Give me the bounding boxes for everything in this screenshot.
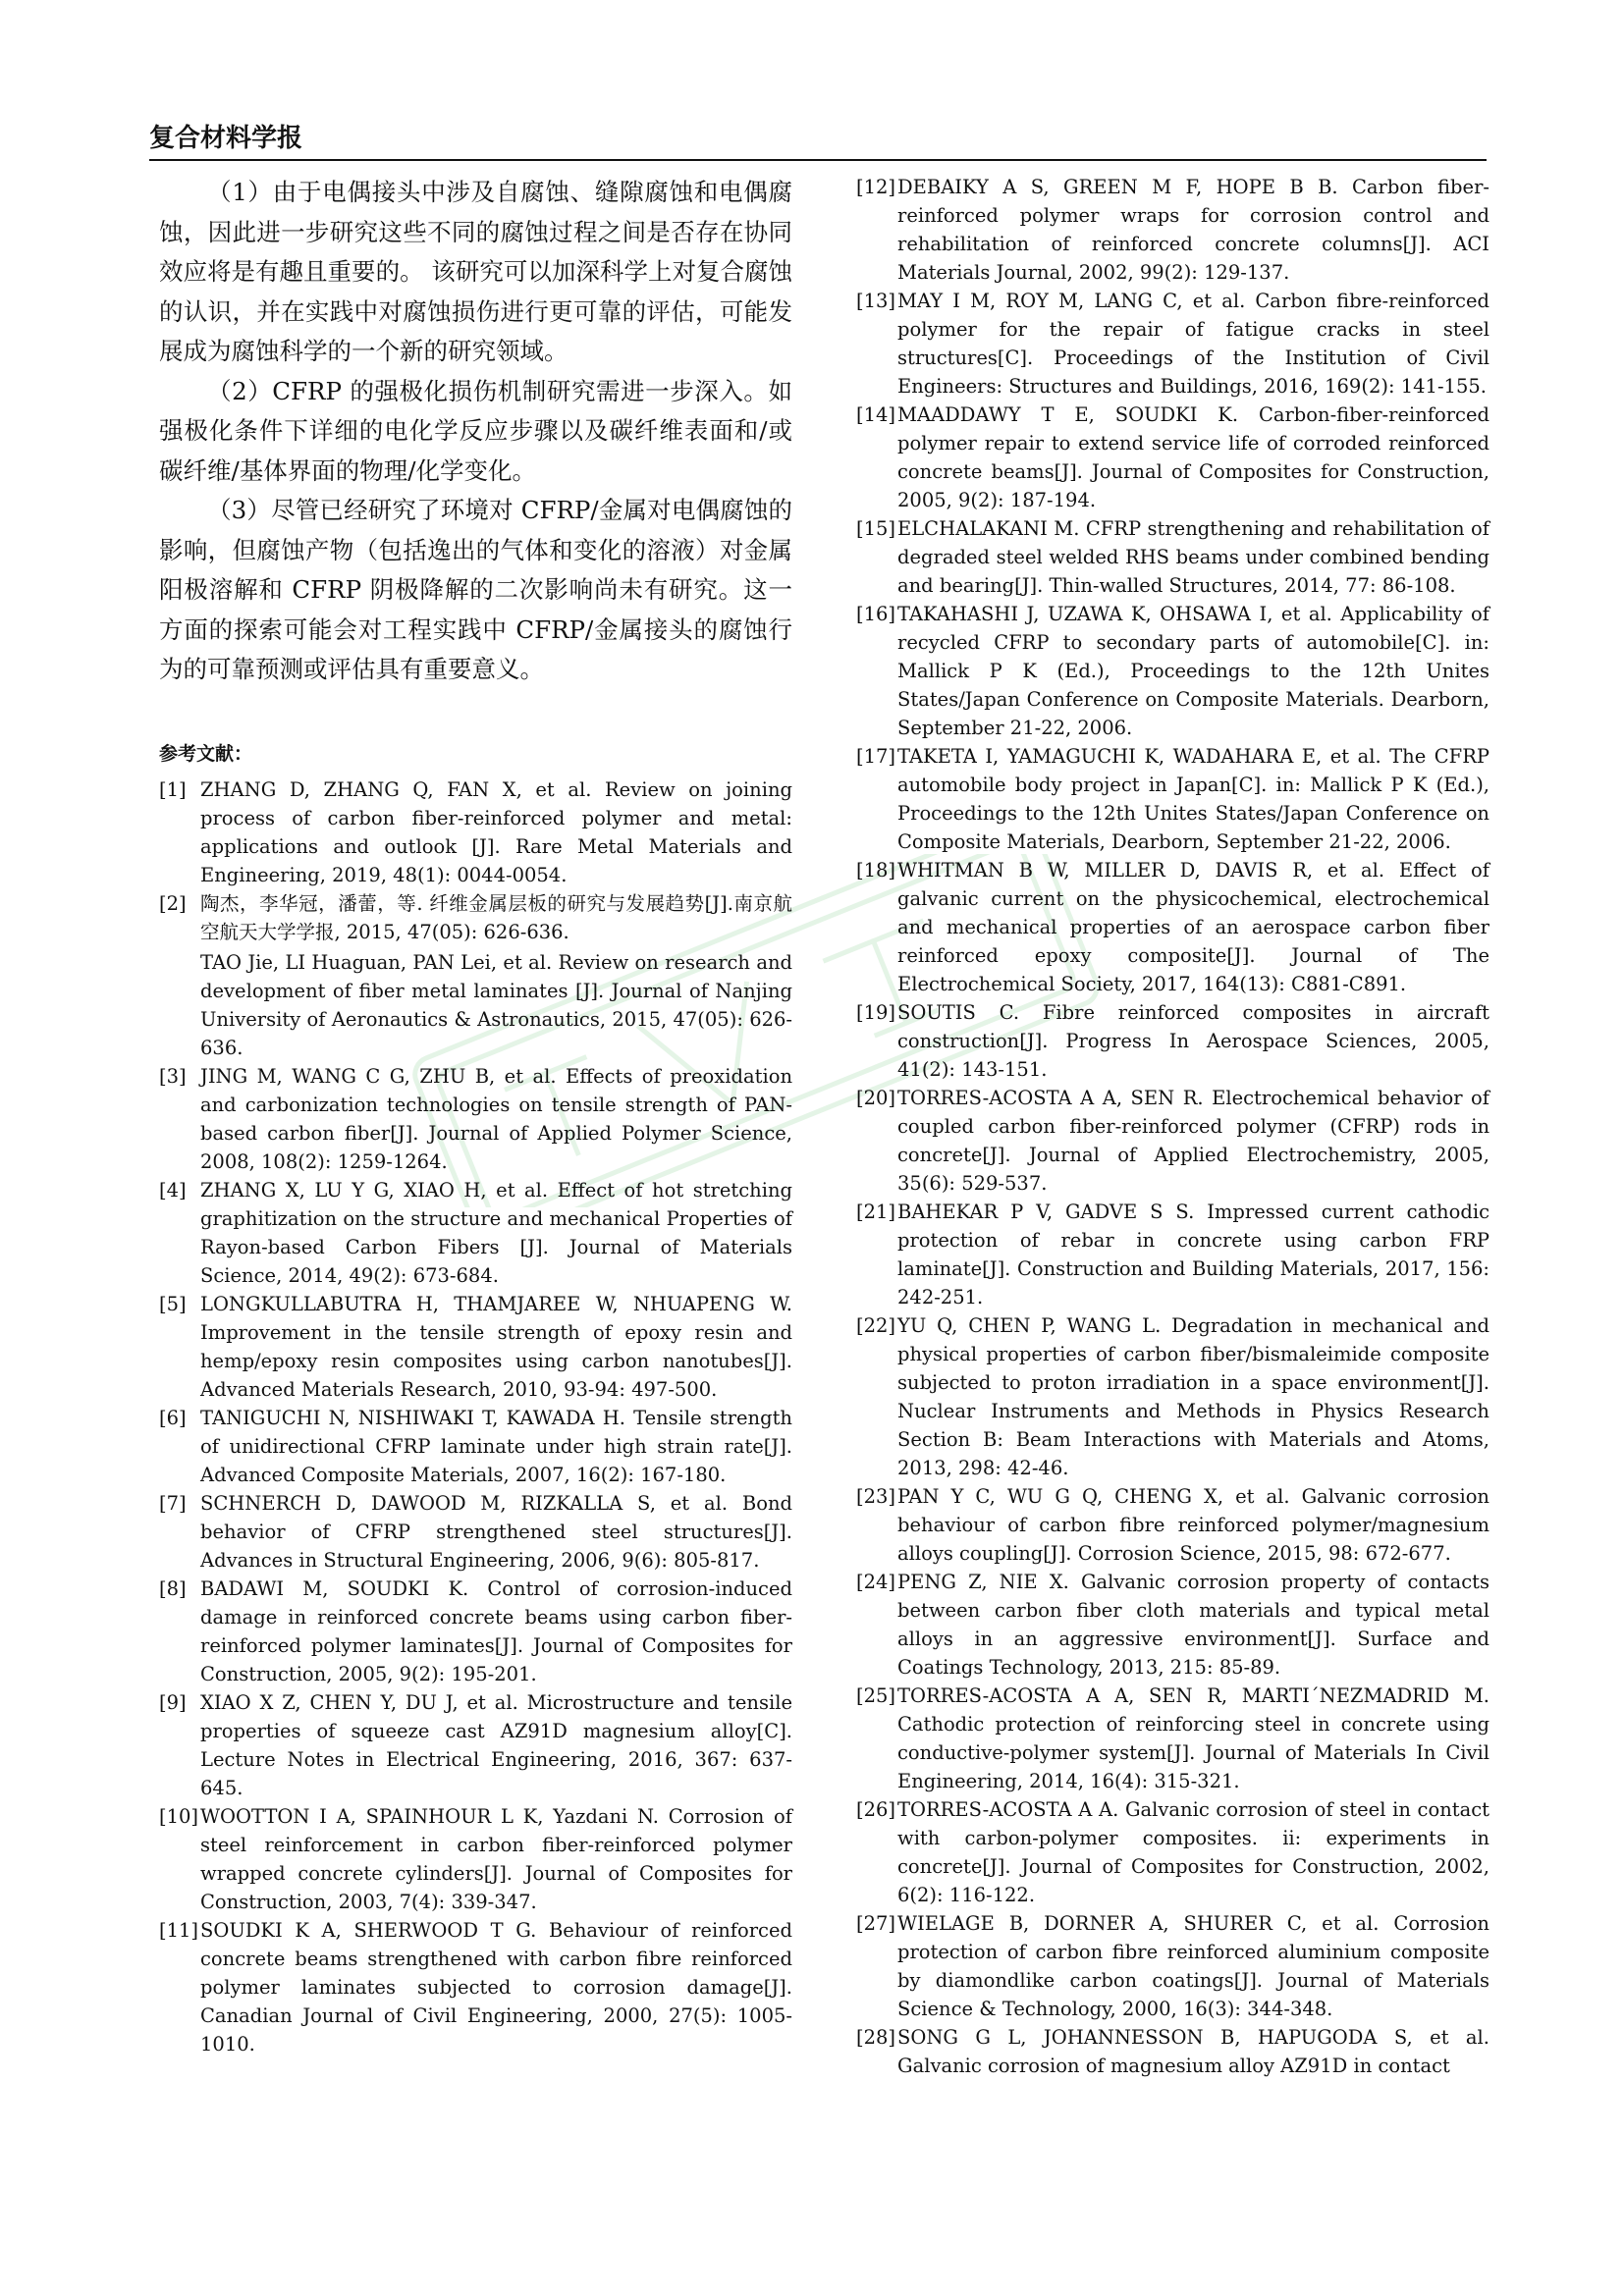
reference-text: JING M, WANG C G, ZHU B, et al. Effects of preoxidation and carbonization technologies on tensile strength of PAN-based carbon fiber[J]. Journal of Applied Polymer Science, 2008, 108(2): 1259-1264. [200,1064,792,1173]
reference-item [856,1568,1489,1682]
reference-item [856,742,1489,856]
reference-item [856,287,1489,400]
reference-number: [26] [856,1798,896,1821]
reference-number: [24] [856,1571,896,1593]
reference-item [159,775,792,889]
reference-number: [21] [856,1201,896,1223]
reference-number: [25] [856,1684,896,1707]
reference-item [159,889,792,1062]
reference-item [856,1311,1489,1482]
reference-text: 陶杰，李华冠，潘蕾，等. 纤维金属层板的研究与发展趋势[J].南京航空航天大学学报, 2015, 47(05): 626-636. [200,891,792,943]
reference-number: [16] [856,603,896,625]
reference-item [856,1084,1489,1198]
reference-text: TORRES-ACOSTA A A, SEN R, MARTI´NEZMADRID M. Cathodic protection of reinforcing steel in concrete using conductive-polymer system[J]. Journal of Materials In Civil Engineering, 2014, 16(4): 315-321. [897,1684,1489,1792]
reference-number: [1] [159,777,187,801]
reference-text: SONG G L, JOHANNESSON B, HAPUGODA S, et al. Galvanic corrosion of magnesium alloy AZ91D in contact [897,2026,1489,2077]
reference-text: SCHNERCH D, DAWOOD M, RIZKALLA S, et al. Bond behavior of CFRP strengthened steel structures[J]. Advances in Structural Engineering, 2006, 9(6): 805-817. [200,1491,792,1572]
reference-item [856,600,1489,742]
reference-item [159,1802,792,1916]
reference-text: TANIGUCHI N, NISHIWAKI T, KAWADA H. Tensile strength of unidirectional CFRP laminate under high strain rate[J]. Advanced Composite Materials, 2007, 16(2): 167-180. [200,1406,792,1486]
reference-item [856,1909,1489,2023]
reference-text: DEBAIKY A S, GREEN M F, HOPE B B. Carbon fiber-reinforced polymer wraps for corrosion control and rehabilitation of reinforced concrete columns[J]. ACI Materials Journal, 2002, 99(2): 129-137. [897,176,1489,284]
reference-number: [23] [856,1485,896,1508]
reference-number: [3] [159,1064,187,1088]
conclusion-paragraph: （2）CFRP 的强极化损伤机制研究需进一步深入。如强极化条件下详细的电化学反应步骤以及碳纤维表面和/或碳纤维/基体界面的物理/化学变化。 [159,376,792,485]
reference-item [159,1575,792,1688]
reference-text: WOOTTON I A, SPAINHOUR L K, Yazdani N. Corrosion of steel reinforcement in carbon fiber-reinforced polymer wrapped concrete cylinders[J]. Journal of Composites for Construction, 2003, 7(4): 339-347. [200,1804,792,1913]
journal-title: 复合材料学报 [149,124,303,153]
reference-text: TAKETA I, YAMAGUCHI K, WADAHARA E, et al. The CFRP automobile body project in Japan[C]. in: Mallick P K (Ed.), Proceedings to the 12th Unites States/Japan Conference on Composite Materials, Dearborn, September 21-22, 2006. [897,745,1489,853]
reference-item [856,173,1489,287]
reference-text: SOUDKI K A, SHERWOOD T G. Behaviour of reinforced concrete beams strengthened with carbon fibre reinforced polymer laminates subjected to corrosion damage[J]. Canadian Journal of Civil Engineering, 2000, 27(5): 1005-1010. [200,1918,792,2056]
reference-text: TORRES-ACOSTA A A, SEN R. Electrochemical behavior of coupled carbon fiber-reinforced polymer (CFRP) rods in concrete[J]. Journal of Applied Electrochemistry, 2005, 35(6): 529-537. [897,1087,1489,1195]
reference-text: WIELAGE B, DORNER A, SHURER C, et al. Corrosion protection of carbon fibre reinforced aluminium composite by diamondlike carbon coatings[J]. Journal of Materials Science & Technology, 2000, 16(3): 344-348. [897,1912,1489,2020]
reference-list-right [856,173,1489,2080]
reference-text: XIAO X Z, CHEN Y, DU J, et al. Microstructure and tensile properties of squeeze cast AZ91D magnesium alloy[C]. Lecture Notes in Electrical Engineering, 2016, 367: 637-645. [200,1690,792,1799]
reference-number: [7] [159,1491,187,1515]
reference-item [159,1916,792,2058]
reference-text: WHITMAN B W, MILLER D, DAVIS R, et al. Effect of galvanic current on the physicochemical, electrochemical and mechanical properties of an aerospace carbon fiber reinforced epoxy composite[J]. Journal of The Electrochemical Society, 2017, 164(13): C881-C891. [897,859,1489,995]
page-header [149,116,1487,161]
reference-item [856,2023,1489,2080]
reference-number: [17] [856,745,896,768]
reference-number: [6] [159,1406,187,1429]
reference-number: [13] [856,290,896,312]
reference-text: PAN Y C, WU G Q, CHENG X, et al. Galvanic corrosion behaviour of carbon fibre reinforced polymer/magnesium alloys coupling[J]. Corrosion Science, 2015, 98: 672-677. [897,1485,1489,1565]
reference-number: [11] [159,1918,199,1942]
reference-number: [10] [159,1804,199,1828]
conclusion-paragraph: （3）尽管已经研究了环境对 CFRP/金属对电偶腐蚀的影响，但腐蚀产物（包括逸出的气体和变化的溶液）对金属阳极溶解和 CFRP 阴极降解的二次影响尚未有研究。这一方面的探索可能会对工程实践中 CFRP/金属接头的腐蚀行为的可靠预测或评估具有重要意义。 [159,496,792,683]
reference-number: [2] [159,891,187,915]
reference-list-left [159,775,792,2058]
reference-item [159,1404,792,1489]
reference-item [159,1489,792,1575]
reference-item [856,998,1489,1084]
reference-item [159,1176,792,1290]
reference-item [856,1482,1489,1568]
reference-number: [20] [856,1087,896,1109]
reference-text: LONGKULLABUTRA H, THAMJAREE W, NHUAPENG W. Improvement in the tensile strength of epoxy resin and hemp/epoxy resin composites using carbon nanotubes[J]. Advanced Materials Research, 2010, 93-94: 497-500. [200,1292,792,1401]
conclusion-paragraph: （1）由于电偶接头中涉及自腐蚀、缝隙腐蚀和电偶腐蚀，因此进一步研究这些不同的腐蚀过程之间是否存在协同效应将是有趣且重要的。 该研究可以加深科学上对复合腐蚀的认识，并在实践中对腐蚀损伤进行更可靠的评估，可能发展成为腐蚀科学的一个新的研究领域。 [159,178,792,365]
reference-number: [5] [159,1292,187,1315]
reference-text: ELCHALAKANI M. CFRP strengthening and rehabilitation of degraded steel welded RHS beams under combined bending and bearing[J]. Thin-walled Structures, 2014, 77: 86-108. [897,517,1489,597]
references-heading: 参考文献： [159,742,253,765]
reference-number: [28] [856,2026,896,2049]
reference-number: [15] [856,517,896,540]
reference-text: ZHANG D, ZHANG Q, FAN X, et al. Review on joining process of carbon fiber-reinforced polymer and metal: applications and outlook [J]. Rare Metal Materials and Engineering, 2019, 48(1): 0044-0054. [200,777,792,886]
reference-number: [8] [159,1576,187,1600]
reference-item [856,400,1489,514]
reference-text: ZHANG X, LU Y G, XIAO H, et al. Effect of hot stretching graphitization on the structure and mechanical Properties of Rayon-based Carbon Fibers [J]. Journal of Materials Science, 2014, 49(2): 673-684. [200,1178,792,1287]
reference-number: [27] [856,1912,896,1935]
reference-item [856,514,1489,600]
reference-text: BAHEKAR P V, GADVE S S. Impressed current cathodic protection of rebar in concrete using carbon FRP laminate[J]. Construction and Building Materials, 2017, 156: 242-251. [897,1201,1489,1308]
reference-translation: TAO Jie, LI Huaguan, PAN Lei, et al. Review on research and development of fiber metal laminates [J]. Journal of Nanjing University of Aeronautics & Astronautics, 2015, 47(05): 626-636. [200,950,792,1059]
left-column [159,173,792,2058]
right-column [856,173,1489,2080]
reference-text: MAY I M, ROY M, LANG C, et al. Carbon fibre-reinforced polymer for the repair of fatigue cracks in steel structures[C]. Proceedings of the Institution of Civil Engineers: Structures and Buildings, 2016, 169(2): 141-155. [897,290,1489,398]
reference-item [856,1682,1489,1795]
reference-text: YU Q, CHEN P, WANG L. Degradation in mechanical and physical properties of carbon fiber/bismaleimide composite subjected to proton irradiation in a space environment[J]. Nuclear Instruments and Methods in Physics Research Section B: Beam Interactions with Materials and Atoms, 2013, 298: 42-46. [897,1314,1489,1479]
reference-text: SOUTIS C. Fibre reinforced composites in aircraft construction[J]. Progress In Aerospace Sciences, 2005, 41(2): 143-151. [897,1001,1489,1081]
reference-number: [12] [856,176,896,198]
reference-item [159,1290,792,1404]
reference-item [159,1688,792,1802]
reference-number: [14] [856,403,896,426]
reference-number: [22] [856,1314,896,1337]
reference-number: [4] [159,1178,187,1201]
reference-text: BADAWI M, SOUDKI K. Control of corrosion-induced damage in reinforced concrete beams using carbon fiber-reinforced polymer laminates[J]. Journal of Composites for Construction, 2005, 9(2): 195-201. [200,1576,792,1685]
reference-number: [9] [159,1690,187,1714]
reference-text: PENG Z, NIE X. Galvanic corrosion property of contacts between carbon fiber cloth materials and typical metal alloys in an aggressive environment[J]. Surface and Coatings Technology, 2013, 215: 85-89. [897,1571,1489,1679]
reference-text: TORRES-ACOSTA A A. Galvanic corrosion of steel in contact with carbon-polymer composites. ii: experiments in concrete[J]. Journal of Composites for Construction, 2002, 6(2): 116-122. [897,1798,1489,1906]
reference-text: MAADDAWY T E, SOUDKI K. Carbon-fiber-reinforced polymer repair to extend service life of corroded reinforced concrete beams[J]. Journal of Composites for Construction, 2005, 9(2): 187-194. [897,403,1489,511]
reference-item [856,856,1489,998]
reference-text: TAKAHASHI J, UZAWA K, OHSAWA I, et al. Applicability of recycled CFRP to secondary parts of automobile[C]. in: Mallick P K (Ed.), Proceedings to the 12th Unites States/Japan Conference on Composite Materials. Dearborn, September 21-22, 2006. [897,603,1489,739]
reference-number: [18] [856,859,896,881]
reference-item [856,1795,1489,1909]
reference-item [856,1198,1489,1311]
reference-number: [19] [856,1001,896,1024]
reference-item [159,1062,792,1176]
